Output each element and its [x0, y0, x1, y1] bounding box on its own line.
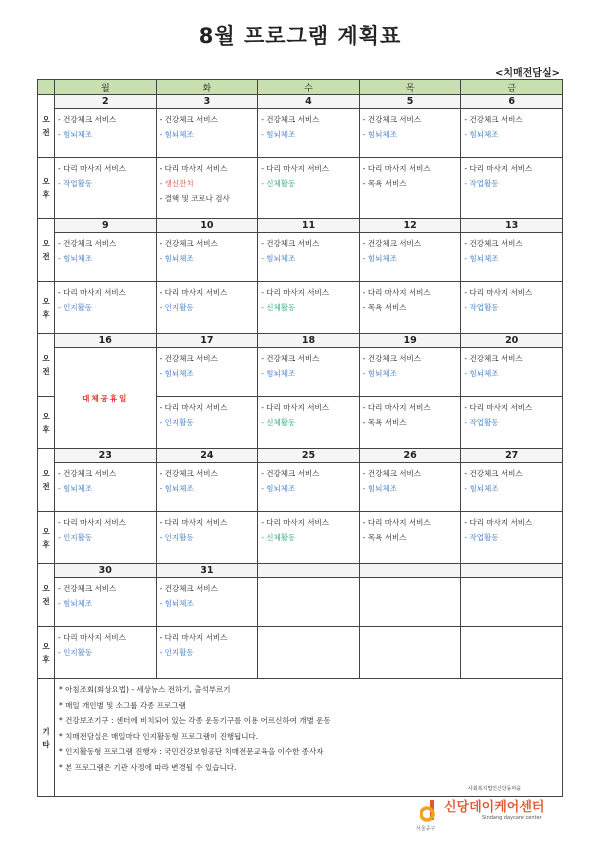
- program-item: - 다리 마사지 서비스: [464, 164, 533, 173]
- corner-cell: [38, 80, 55, 95]
- pm-row: [38, 512, 563, 564]
- program-item: - 힘뇌체조: [58, 599, 93, 608]
- pm-label-text: 오 후: [42, 411, 50, 434]
- program-item: - 힘뇌체조: [58, 484, 93, 493]
- program-item: - 다리 마사지 서비스: [464, 288, 533, 297]
- pm-program-cell: [55, 512, 157, 564]
- program-item: - 인지활동: [58, 303, 93, 312]
- weekday-header-row: [38, 80, 563, 95]
- program-item: - 다리 마사지 서비스: [464, 403, 533, 412]
- program-item: - 건강체크 서비스: [261, 115, 320, 124]
- logo-d-icon: [420, 798, 438, 824]
- program-item: - 생신잔치: [159, 179, 194, 188]
- logo-top-text: 사회복지법인신당동마을: [468, 786, 522, 792]
- pm-label: [38, 282, 55, 334]
- am-program-cell: [258, 348, 360, 397]
- am-label-text: 오 전: [42, 115, 50, 137]
- program-item: - 신체활동: [261, 303, 296, 312]
- date-cell: 30: [55, 564, 157, 578]
- am-program-cell: [461, 463, 563, 512]
- am-program-cell: [156, 463, 258, 512]
- program-item: - 힘뇌체조: [261, 130, 296, 139]
- program-item: - 신체활동: [261, 179, 296, 188]
- am-label-text: 오 전: [42, 239, 50, 261]
- program-item: - 인지활동: [159, 533, 194, 542]
- center-logo: [416, 786, 580, 832]
- date-cell: 16: [55, 334, 157, 348]
- program-item: - 건강체크 서비스: [159, 239, 218, 248]
- pm-label-text: 오 후: [42, 641, 50, 664]
- am-program-cell: [359, 233, 461, 282]
- program-item: - 힘뇌체조: [261, 369, 296, 378]
- program-item: - 힘뇌체조: [159, 254, 194, 263]
- program-calendar: [37, 79, 563, 797]
- program-item: - 건강체크 서비스: [362, 115, 421, 124]
- pm-row: [38, 158, 563, 219]
- program-item: - 다리 마사지 서비스: [159, 633, 228, 642]
- pm-program-cell: [55, 158, 157, 219]
- pm-program-cell: [55, 282, 157, 334]
- pm-program-cell: [156, 158, 258, 219]
- program-item: - 목욕 서비스: [362, 533, 407, 542]
- date-cell: [359, 564, 461, 578]
- program-item: - 건강체크 서비스: [464, 354, 523, 363]
- pm-program-cell: [461, 512, 563, 564]
- pm-program-cell: [461, 397, 563, 449]
- program-item: - 작업활동: [464, 303, 499, 312]
- program-item: - 다리 마사지 서비스: [58, 288, 126, 297]
- program-item: - 건강체크 서비스: [261, 354, 320, 363]
- note-line: * 인지활동형 프로그램 진행자 : 국민건강보험공단 치매전문교육을 이수한 종사자: [59, 747, 324, 756]
- program-item: - 결핵 및 코로나 검사: [159, 194, 230, 203]
- program-item: - 힘뇌체조: [464, 130, 499, 139]
- program-item: - 신체활동: [261, 418, 296, 427]
- pm-program-cell: [359, 397, 461, 449]
- date-row: [38, 334, 563, 348]
- program-item: - 힘뇌체조: [464, 484, 499, 493]
- program-item: - 다리 마사지 서비스: [159, 288, 228, 297]
- program-item: - 다리 마사지 서비스: [362, 164, 431, 173]
- am-row: [38, 578, 563, 627]
- date-cell: 4: [258, 95, 360, 109]
- am-row: [38, 463, 563, 512]
- program-item: - 건강체크 서비스: [58, 239, 117, 248]
- date-cell: 13: [461, 219, 563, 233]
- am-label: [38, 219, 55, 282]
- page-title: 8월 프로그램 계획표: [198, 24, 402, 48]
- date-cell: 5: [359, 95, 461, 109]
- pm-program-cell: [258, 158, 360, 219]
- program-item: - 다리 마사지 서비스: [362, 403, 431, 412]
- weekday-mon: 월: [55, 80, 157, 95]
- pm-program-cell: [258, 627, 360, 679]
- program-item: - 다리 마사지 서비스: [261, 403, 330, 412]
- pm-program-cell: [359, 627, 461, 679]
- date-cell: 25: [258, 449, 360, 463]
- am-label: [38, 449, 55, 512]
- date-cell: 19: [359, 334, 461, 348]
- program-item: - 건강체크 서비스: [159, 469, 218, 478]
- weekday-fri: 금: [461, 80, 563, 95]
- program-item: - 인지활동: [159, 648, 194, 657]
- program-item: - 건강체크 서비스: [362, 354, 421, 363]
- am-program-cell: [55, 109, 157, 158]
- program-item: - 힘뇌체조: [464, 369, 499, 378]
- program-item: - 건강체크 서비스: [261, 469, 320, 478]
- date-cell: 17: [156, 334, 258, 348]
- am-label-text: 오 전: [42, 469, 50, 491]
- am-program-cell: [156, 578, 258, 627]
- program-item: - 인지활동: [58, 533, 93, 542]
- weekday-wed: 수: [258, 80, 360, 95]
- holiday-text: 대체공휴일: [82, 393, 129, 403]
- pm-program-cell: [461, 282, 563, 334]
- date-cell: 2: [55, 95, 157, 109]
- program-item: - 힘뇌체조: [362, 254, 397, 263]
- date-row: [38, 564, 563, 578]
- date-cell: 20: [461, 334, 563, 348]
- program-item: - 다리 마사지 서비스: [159, 518, 228, 527]
- am-program-cell: [156, 348, 258, 397]
- logo-city-text: 서울중구: [416, 826, 436, 832]
- pm-row: [38, 627, 563, 679]
- program-item: - 신체활동: [261, 533, 296, 542]
- date-cell: 12: [359, 219, 461, 233]
- date-cell: 6: [461, 95, 563, 109]
- program-item: - 인지활동: [58, 648, 93, 657]
- date-cell: 23: [55, 449, 157, 463]
- program-item: - 작업활동: [464, 179, 499, 188]
- date-cell: [461, 564, 563, 578]
- notes-cell: [55, 679, 563, 797]
- pm-program-cell: [258, 397, 360, 449]
- notes-label: [38, 679, 55, 797]
- am-label: [38, 334, 55, 397]
- am-program-cell: [461, 578, 563, 627]
- pm-label-text: 오 후: [42, 296, 50, 319]
- note-line: * 치매전담실은 매일마다 인지활동형 프로그램이 진행됩니다.: [59, 731, 259, 741]
- pm-program-cell: [156, 627, 258, 679]
- note-line: * 본 프로그램은 기관 사정에 따라 변경될 수 있습니다.: [59, 762, 237, 772]
- program-item: - 건강체크 서비스: [362, 469, 421, 478]
- logo-name: 신당데이케어센터: [444, 800, 545, 815]
- pm-label: [38, 158, 55, 219]
- date-cell: 31: [156, 564, 258, 578]
- pm-label-text: 오 후: [42, 177, 50, 199]
- am-program-cell: [258, 109, 360, 158]
- pm-program-cell: [359, 158, 461, 219]
- pm-label: [38, 512, 55, 564]
- pm-row: [38, 282, 563, 334]
- am-label-text: 오 전: [42, 354, 50, 376]
- program-item: - 목욕 서비스: [362, 303, 407, 312]
- am-label: [38, 564, 55, 627]
- am-program-cell: [461, 348, 563, 397]
- date-row: [38, 95, 563, 109]
- am-row: [38, 109, 563, 158]
- pm-program-cell: [461, 627, 563, 679]
- program-item: - 건강체크 서비스: [159, 115, 218, 124]
- weekday-thu: 목: [359, 80, 461, 95]
- program-item: - 건강체크 서비스: [464, 469, 523, 478]
- pm-label: [38, 627, 55, 679]
- program-item: - 건강체크 서비스: [58, 115, 117, 124]
- program-item: - 건강체크 서비스: [58, 469, 117, 478]
- program-item: - 힘뇌체조: [464, 254, 499, 263]
- program-item: - 다리 마사지 서비스: [464, 518, 533, 527]
- date-cell: 10: [156, 219, 258, 233]
- am-program-cell: [359, 348, 461, 397]
- am-program-cell: [156, 109, 258, 158]
- am-program-cell: [461, 109, 563, 158]
- pm-program-cell: [359, 512, 461, 564]
- program-item: - 건강체크 서비스: [362, 239, 421, 248]
- am-label-text: 오 전: [42, 584, 50, 606]
- program-item: - 다리 마사지 서비스: [159, 403, 228, 412]
- date-cell: [258, 564, 360, 578]
- pm-label: [38, 397, 55, 449]
- pm-program-cell: [156, 397, 258, 449]
- am-label: [38, 95, 55, 158]
- date-cell: 26: [359, 449, 461, 463]
- program-item: - 건강체크 서비스: [261, 239, 320, 248]
- date-cell: 9: [55, 219, 157, 233]
- program-item: - 다리 마사지 서비스: [58, 518, 126, 527]
- am-program-cell: [156, 233, 258, 282]
- program-item: - 힘뇌체조: [159, 599, 194, 608]
- note-line: * 매일 개인별 및 소그룹 각종 프로그램: [59, 700, 186, 710]
- program-item: - 힘뇌체조: [159, 369, 194, 378]
- program-item: - 다리 마사지 서비스: [261, 164, 330, 173]
- am-program-cell: [359, 463, 461, 512]
- program-item: - 목욕 서비스: [362, 418, 407, 427]
- room-label: <치매전담실>: [494, 68, 560, 79]
- program-item: - 다리 마사지 서비스: [159, 164, 228, 173]
- program-item: - 목욕 서비스: [362, 179, 407, 188]
- date-cell: 24: [156, 449, 258, 463]
- program-item: - 건강체크 서비스: [159, 584, 218, 593]
- program-item: - 다리 마사지 서비스: [261, 288, 330, 297]
- program-item: - 건강체크 서비스: [58, 584, 117, 593]
- program-item: - 힘뇌체조: [159, 484, 194, 493]
- program-item: - 인지활동: [159, 418, 194, 427]
- pm-label-text: 오 후: [42, 526, 50, 549]
- program-item: - 인지활동: [159, 303, 194, 312]
- program-item: - 힘뇌체조: [58, 254, 93, 263]
- logo-sub-text: Sindang daycare center: [482, 815, 542, 821]
- date-cell: 3: [156, 95, 258, 109]
- program-item: - 힘뇌체조: [261, 254, 296, 263]
- am-program-cell: [461, 233, 563, 282]
- pm-program-cell: [55, 627, 157, 679]
- am-program-cell: [55, 233, 157, 282]
- note-line: * 아침조회(회상요법) - 세상뉴스 전하기, 출석부르기: [59, 685, 231, 694]
- am-row: [38, 233, 563, 282]
- program-item: - 건강체크 서비스: [159, 354, 218, 363]
- program-item: - 힘뇌체조: [362, 130, 397, 139]
- am-program-cell: [258, 578, 360, 627]
- weekday-tue: 화: [156, 80, 258, 95]
- program-item: - 다리 마사지 서비스: [261, 518, 330, 527]
- pm-program-cell: [156, 512, 258, 564]
- note-line: * 건강보조기구 : 센터에 비치되어 있는 각종 운동기구를 이용 어르신하여 개별 운동: [59, 716, 331, 725]
- am-program-cell: [258, 233, 360, 282]
- program-item: - 작업활동: [58, 179, 93, 188]
- date-cell: 11: [258, 219, 360, 233]
- holiday-cell: [55, 348, 157, 449]
- pm-program-cell: [359, 282, 461, 334]
- program-item: - 건강체크 서비스: [464, 115, 523, 124]
- notes-row: [38, 679, 563, 797]
- am-program-cell: [359, 578, 461, 627]
- program-item: - 힘뇌체조: [58, 130, 93, 139]
- program-item: - 작업활동: [464, 533, 499, 542]
- pm-program-cell: [258, 282, 360, 334]
- program-item: - 힘뇌체조: [362, 484, 397, 493]
- program-item: - 작업활동: [464, 418, 499, 427]
- program-item: - 힘뇌체조: [159, 130, 194, 139]
- program-item: - 힘뇌체조: [261, 484, 296, 493]
- pm-program-cell: [258, 512, 360, 564]
- am-program-cell: [55, 463, 157, 512]
- program-item: - 다리 마사지 서비스: [58, 633, 126, 642]
- program-item: - 다리 마사지 서비스: [362, 288, 431, 297]
- date-cell: 18: [258, 334, 360, 348]
- program-item: - 다리 마사지 서비스: [58, 164, 126, 173]
- pm-program-cell: [156, 282, 258, 334]
- program-item: - 건강체크 서비스: [464, 239, 523, 248]
- date-cell: 27: [461, 449, 563, 463]
- pm-program-cell: [461, 158, 563, 219]
- am-program-cell: [359, 109, 461, 158]
- program-item: - 다리 마사지 서비스: [362, 518, 431, 527]
- date-row: [38, 219, 563, 233]
- date-row: [38, 449, 563, 463]
- am-row: [38, 348, 563, 397]
- am-program-cell: [55, 578, 157, 627]
- notes-label-text: 기 타: [42, 726, 50, 749]
- program-item: - 힘뇌체조: [362, 369, 397, 378]
- am-program-cell: [258, 463, 360, 512]
